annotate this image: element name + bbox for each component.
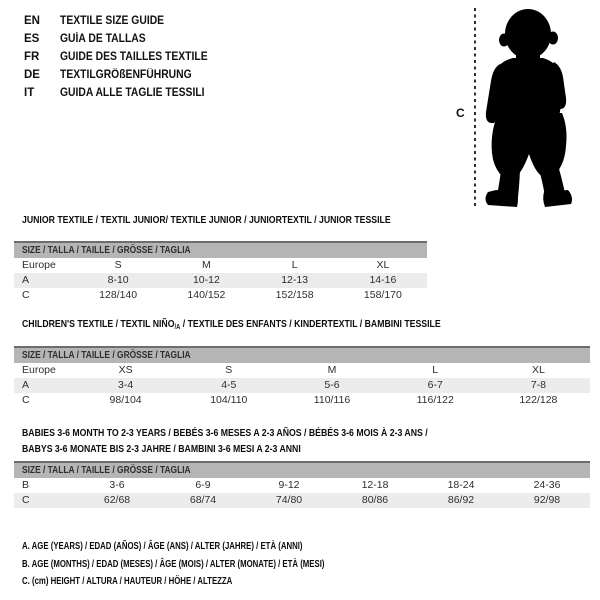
age-cell: 3-4 bbox=[118, 379, 134, 391]
age-cell: 6-9 bbox=[195, 479, 211, 491]
row-label: Europe bbox=[22, 364, 56, 376]
height-cell: 152/158 bbox=[275, 289, 314, 301]
table-row-europe bbox=[14, 258, 427, 273]
language-header bbox=[24, 12, 224, 102]
age-cell: 24-36 bbox=[533, 479, 561, 491]
height-cell: 110/116 bbox=[313, 394, 351, 406]
lang-row-es bbox=[24, 30, 224, 48]
height-cell: 98/104 bbox=[109, 394, 142, 406]
size-cell: XL bbox=[531, 364, 545, 376]
row-label: A bbox=[22, 379, 30, 391]
age-cell: 14-16 bbox=[369, 274, 397, 286]
lang-code: ES bbox=[24, 33, 40, 45]
size-header-row bbox=[14, 241, 427, 258]
table-junior bbox=[14, 241, 427, 303]
size-header-row bbox=[14, 346, 590, 363]
size-cell: L bbox=[432, 364, 439, 376]
size-header-label: SIZE / TALLA / TAILLE / GRÖSSE / TAGLIA bbox=[22, 244, 191, 256]
age-cell: 18-24 bbox=[447, 479, 475, 491]
babies-title-line1: BABIES 3-6 MONTH TO 2-3 YEARS / BEBÉS 3-6 MESES A 2-3 AÑOS / BÉBÉS 3-6 MOIS À 2-3 ANS / bbox=[22, 427, 428, 439]
age-cell: 12-18 bbox=[361, 479, 389, 491]
junior-title-text: JUNIOR TEXTILE / TEXTIL JUNIOR/ TEXTILE JUNIOR / JUNIORTEXTIL / JUNIOR TESSILE bbox=[22, 214, 391, 226]
lang-row-de bbox=[24, 66, 224, 84]
babies-section-title bbox=[22, 425, 428, 457]
lang-code: IT bbox=[24, 87, 35, 99]
lang-code: EN bbox=[24, 15, 40, 27]
size-header-label: SIZE / TALLA / TAILLE / GRÖSSE / TAGLIA bbox=[22, 349, 191, 361]
children-section-title bbox=[22, 318, 441, 331]
footnotes bbox=[22, 538, 410, 591]
table-row-age bbox=[14, 273, 427, 288]
height-measure-label: C bbox=[456, 106, 465, 120]
height-cell: 74/80 bbox=[275, 494, 303, 506]
age-cell: 4-5 bbox=[221, 379, 237, 391]
row-label: A bbox=[22, 274, 30, 286]
age-cell: 3-6 bbox=[109, 479, 125, 491]
age-cell: 10-12 bbox=[192, 274, 220, 286]
lang-label: TEXTILGRÖßENFÜHRUNG bbox=[60, 69, 192, 81]
lang-label: GUIDE DES TAILLES TEXTILE bbox=[60, 51, 208, 63]
size-header-label: SIZE / TALLA / TAILLE / GRÖSSE / TAGLIA bbox=[22, 464, 191, 476]
height-cell: 80/86 bbox=[361, 494, 389, 506]
babies-title-line2: BABYS 3-6 MONATE BIS 2-3 JAHRE / BAMBINI 3-6 MESI A 2-3 ANNI bbox=[22, 443, 301, 455]
lang-code: DE bbox=[24, 69, 40, 81]
children-title-post: / TEXTILE DES ENFANTS / KINDERTEXTIL / BAMBINI TESSILE bbox=[180, 318, 441, 330]
table-babies bbox=[14, 461, 590, 508]
age-cell: 9-12 bbox=[278, 479, 300, 491]
footnote-a: A. AGE (YEARS) / EDAD (AÑOS) / ÂGE (ANS) / ALTER (JAHRE) / ETÀ (ANNI) bbox=[22, 541, 303, 552]
height-cell: 158/170 bbox=[363, 289, 402, 301]
age-cell: 6-7 bbox=[427, 379, 443, 391]
table-row-age-months bbox=[14, 478, 590, 493]
height-cell: 68/74 bbox=[189, 494, 217, 506]
size-header-row bbox=[14, 461, 590, 478]
size-cell: S bbox=[225, 364, 233, 376]
row-label: C bbox=[22, 494, 30, 506]
lang-label: TEXTILE SIZE GUIDE bbox=[60, 15, 165, 27]
age-cell: 7-8 bbox=[530, 379, 546, 391]
height-cell: 92/98 bbox=[533, 494, 561, 506]
footnote-b: B. AGE (MONTHS) / EDAD (MESES) / ÂGE (MOIS) / ALTER (MONATE) / ETÀ (MESI) bbox=[22, 558, 325, 570]
row-label: Europe bbox=[22, 259, 56, 271]
lang-row-fr bbox=[24, 48, 224, 66]
size-cell: XS bbox=[118, 364, 133, 376]
row-label: B bbox=[22, 479, 30, 491]
junior-section-title bbox=[22, 214, 391, 226]
height-cell: 86/92 bbox=[447, 494, 475, 506]
size-cell: M bbox=[202, 259, 211, 271]
lang-label: GUIDA ALLE TAGLIE TESSILI bbox=[60, 87, 205, 99]
height-cell: 62/68 bbox=[103, 494, 131, 506]
age-cell: 5-6 bbox=[324, 379, 340, 391]
table-children bbox=[14, 346, 590, 408]
row-label: C bbox=[22, 289, 30, 301]
children-title-pre: CHILDREN'S TEXTILE / TEXTIL NIÑO bbox=[22, 318, 175, 330]
footnote-c: C. (cm) HEIGHT / ALTURA / HAUTEUR / HÖHE / ALTEZZA bbox=[22, 576, 233, 587]
age-cell: 8-10 bbox=[107, 274, 129, 286]
table-row-height bbox=[14, 393, 590, 408]
height-cell: 128/140 bbox=[99, 289, 138, 301]
age-cell: 12-13 bbox=[281, 274, 309, 286]
table-row-height bbox=[14, 493, 590, 508]
table-row-height bbox=[14, 288, 427, 303]
table-row-europe bbox=[14, 363, 590, 378]
baby-silhouette-icon bbox=[483, 3, 583, 210]
size-cell: M bbox=[327, 364, 337, 376]
row-label: C bbox=[22, 394, 30, 406]
size-cell: XL bbox=[376, 259, 390, 271]
height-cell: 122/128 bbox=[519, 394, 558, 406]
lang-row-en bbox=[24, 12, 224, 30]
size-cell: L bbox=[291, 259, 298, 271]
height-measure-line bbox=[474, 8, 476, 208]
size-cell: S bbox=[114, 259, 122, 271]
lang-row-it bbox=[24, 84, 224, 102]
lang-code: FR bbox=[24, 51, 40, 63]
table-row-age bbox=[14, 378, 590, 393]
lang-label: GUÍA DE TALLAS bbox=[60, 33, 146, 45]
height-cell: 140/152 bbox=[187, 289, 226, 301]
children-title-sub: /A bbox=[174, 324, 181, 331]
height-cell: 116/122 bbox=[416, 394, 454, 406]
height-cell: 104/110 bbox=[210, 394, 248, 406]
